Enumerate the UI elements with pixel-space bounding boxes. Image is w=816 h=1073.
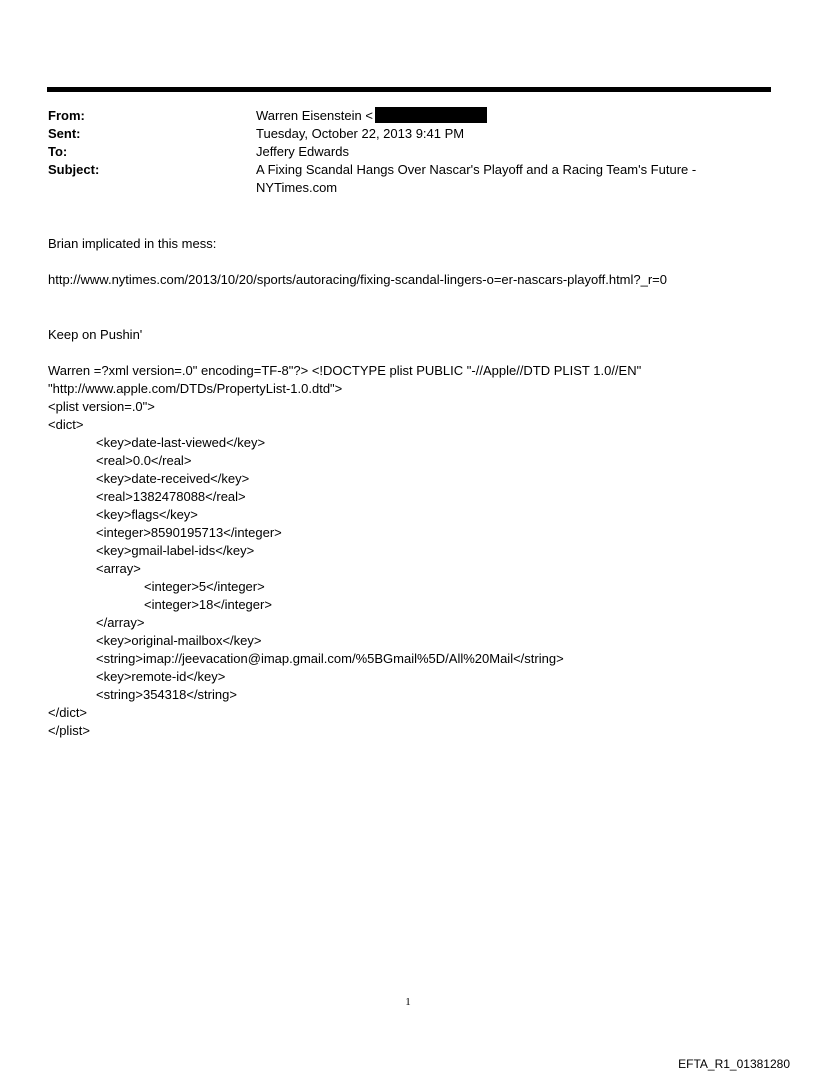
plist-xml-block [48,362,641,740]
to-value: Jeffery Edwards [256,144,349,159]
header-rule [47,87,771,92]
xml-line: <string>imap://jeevacation@imap.gmail.com/%5BGmail%5D/All%20Mail</string> [96,651,564,666]
body-signoff: Keep on Pushin' [48,327,143,342]
xml-line: <key>remote-id</key> [96,669,226,684]
sent-row [48,125,748,143]
xml-line: <key>original-mailbox</key> [96,633,262,648]
to-row [48,143,748,161]
xml-line: Warren =?xml version=.0" encoding=TF-8"?> <!DOCTYPE plist PUBLIC "-//Apple//DTD PLIST 1.0//EN" [48,363,642,378]
xml-line: <integer>8590195713</integer> [96,525,282,540]
subject-row [48,161,748,197]
xml-line: <plist version=.0"> [48,399,155,414]
xml-line: <key>date-received</key> [96,471,250,486]
redaction-box [375,107,487,123]
xml-line: </plist> [48,723,90,738]
email-header [48,107,748,197]
page-number: 1 [405,996,411,1008]
from-label: From: [48,108,85,123]
body-intro: Brian implicated in this mess: [48,236,217,251]
subject-value: A Fixing Scandal Hangs Over Nascar's Playoff and a Racing Team's Future - NYTimes.com [256,162,697,195]
xml-line: </dict> [48,705,88,720]
from-value [256,107,706,125]
xml-line: <integer>5</integer> [144,579,265,594]
sent-label: Sent: [48,126,81,141]
xml-line: <array> [96,561,141,576]
xml-line: <real>1382478088</real> [96,489,246,504]
xml-line: <string>354318</string> [96,687,237,702]
subject-label: Subject: [48,162,100,177]
xml-line: "http://www.apple.com/DTDs/PropertyList-1.0.dtd"> [48,381,343,396]
xml-line: </array> [96,615,145,630]
xml-line: <key>flags</key> [96,507,198,522]
xml-line: <integer>18</integer> [144,597,272,612]
article-link[interactable]: http://www.nytimes.com/2013/10/20/sports/autoracing/fixing-scandal-lingers-o=er-nascars-playoff.html?_r=0 [48,272,668,287]
to-label: To: [48,144,68,159]
bates-id: EFTA_R1_01381280 [678,1057,790,1071]
xml-line: <key>date-last-viewed</key> [96,435,266,450]
from-row [48,107,748,125]
sent-value: Tuesday, October 22, 2013 9:41 PM [256,126,465,141]
from-sender: Warren Eisenstein < [256,108,373,123]
xml-line: <real>0.0</real> [96,453,192,468]
xml-line: <key>gmail-label-ids</key> [96,543,255,558]
xml-line: <dict> [48,417,84,432]
